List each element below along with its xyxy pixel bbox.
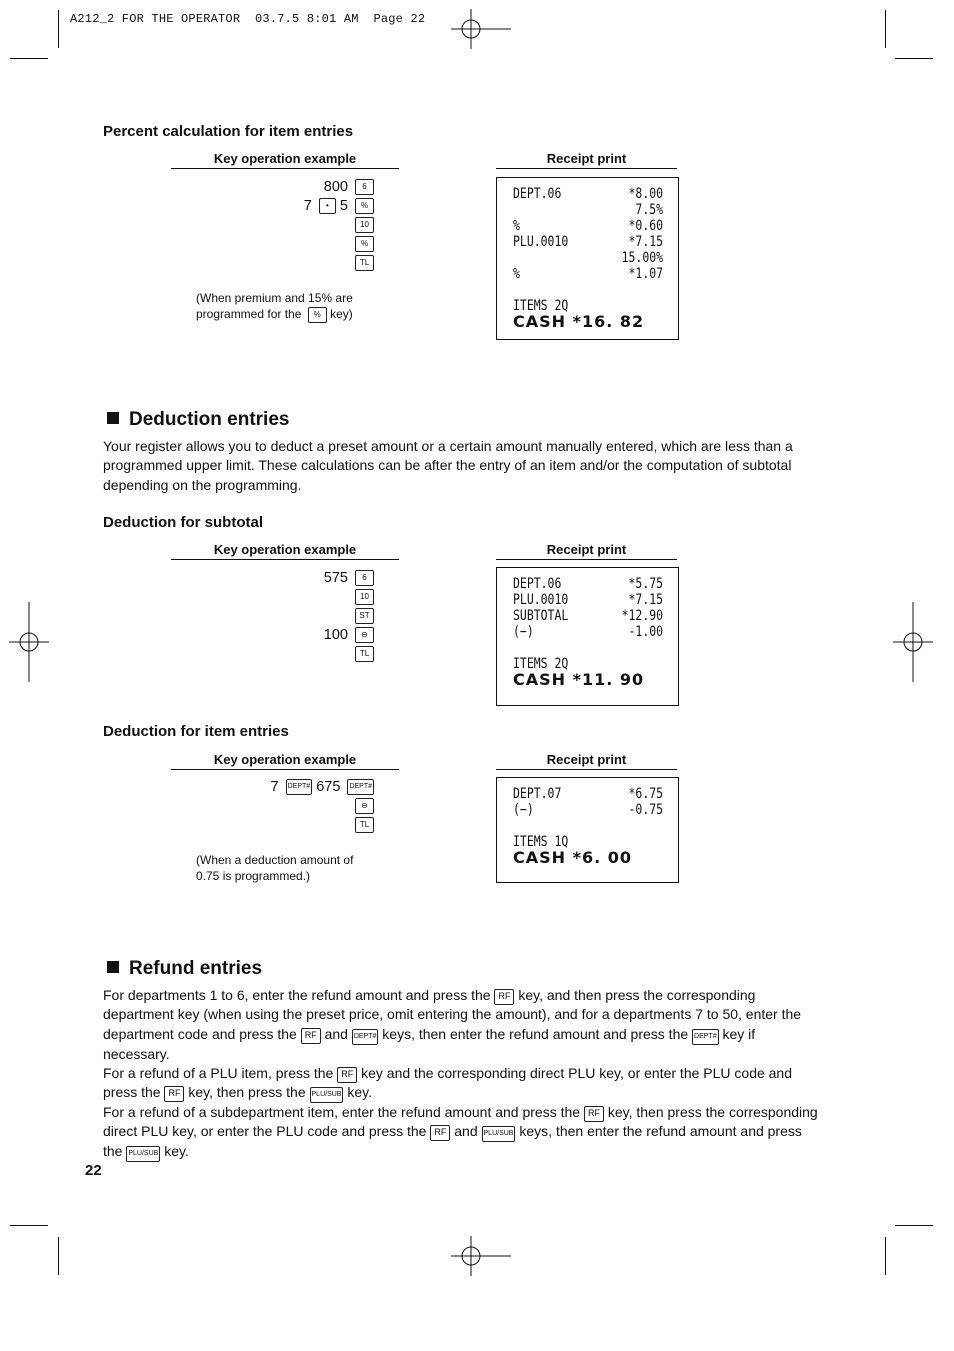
amount-7: 7 <box>303 198 312 214</box>
receipt-line-value: *6.75 <box>628 786 664 802</box>
registration-mark <box>451 9 511 49</box>
dept-code-key: DEPT# <box>347 779 374 795</box>
refund-paragraph-plu: For a refund of a PLU item, press the RF key and the corresponding direct PLU key, or enter the PLU code and press the RF key, then press the PLU/SUB key. <box>103 1064 823 1103</box>
amount-5: 5 <box>339 198 348 214</box>
subtotal-key: ST <box>355 608 374 624</box>
receipt-line <box>513 624 664 640</box>
dept-code-key: DEPT# <box>692 1029 719 1045</box>
refund-heading: Refund entries <box>107 958 262 980</box>
receipt-line-label: ITEMS 2Q <box>513 298 569 314</box>
receipt-line-label: ITEMS 2Q <box>513 656 569 672</box>
dept6-key: 6 <box>355 179 374 195</box>
registration-mark <box>893 602 933 682</box>
receipt-line <box>513 218 664 234</box>
receipt-line-value: *8.00 <box>628 186 664 202</box>
key-operation-heading: Key operation example <box>171 752 399 770</box>
amount-675: 675 <box>316 779 341 795</box>
receipt-cash-total: CASH *6. 00 <box>513 848 633 867</box>
section-title-percent: Percent calculation for item entries <box>103 123 354 140</box>
receipt-line-value: *0.60 <box>628 218 664 234</box>
minus-key: ⊖ <box>355 798 374 814</box>
receipt-line <box>513 818 632 834</box>
receipt-line-label: % <box>513 266 520 282</box>
receipt-line <box>513 576 664 592</box>
rf-key: RF <box>494 989 514 1005</box>
dept-code-key: DEPT# <box>286 779 313 795</box>
minus-key: ⊖ <box>355 627 374 643</box>
receipt-print-heading: Receipt print <box>496 752 677 770</box>
receipt-line-value: 15.00% <box>621 250 664 266</box>
percent-key: % <box>355 198 374 214</box>
refund-paragraph-subdepartment: For a refund of a subdepartment item, enter the refund amount and press the RF key, then press the corresponding direct PLU key, or enter the PLU code and press the RF and PLU/SUB keys, then enter the refund amount and press the PLU/SUB key. <box>103 1103 823 1162</box>
receipt-line <box>513 802 664 818</box>
refund-body <box>103 986 823 1162</box>
percent-key: % <box>355 236 374 252</box>
receipt-line-value: *5.75 <box>628 576 664 592</box>
plu-sub-key: PLU/SUB <box>126 1146 160 1162</box>
receipt-line-value: -0.75 <box>628 802 664 818</box>
amount-7: 7 <box>270 779 279 795</box>
total-key: TL <box>355 255 374 271</box>
receipt-line-label: (−) <box>513 624 534 640</box>
total-key: TL <box>355 817 374 833</box>
registration-mark <box>9 602 49 682</box>
rf-key: RF <box>430 1125 450 1141</box>
rf-key: RF <box>337 1067 357 1083</box>
plu-sub-key: PLU/SUB <box>482 1126 516 1142</box>
dept-code-key: DEPT# <box>352 1029 379 1045</box>
receipt-line-value: *7.15 <box>628 234 664 250</box>
plu-10-key: 10 <box>355 217 374 233</box>
receipt-line <box>513 234 664 250</box>
receipt-line <box>513 592 664 608</box>
decimal-point-key: • <box>319 198 336 214</box>
crop-mark <box>885 10 886 48</box>
crop-mark <box>10 58 48 59</box>
receipt-line-value: *7.15 <box>628 592 664 608</box>
key-sequence-subtotal <box>200 569 374 664</box>
key-sequence-percent <box>200 178 374 273</box>
amount-575: 575 <box>323 570 348 586</box>
key-operation-heading: Key operation example <box>171 151 399 169</box>
receipt-line-value: -1.00 <box>628 624 664 640</box>
crop-mark <box>10 1225 48 1226</box>
plu-10-key: 10 <box>355 589 374 605</box>
crop-mark <box>58 1237 59 1275</box>
receipt-cash-total: CASH *16. 82 <box>513 312 645 331</box>
receipt-cash-total: CASH *11. 90 <box>513 670 645 689</box>
receipt-print-heading: Receipt print <box>496 151 677 169</box>
deduction-note: (When a deduction amount of 0.75 is programmed.) <box>196 853 354 883</box>
refund-paragraph-departments: For departments 1 to 6, enter the refund amount and press the RF key, and then press the corresponding department key (when using the preset price, omit entering the amount), and for a departments 7 to 50, enter the department code and press the RF and DEPT# keys, then enter the refund amount and press the DEPT# key if necessary. <box>103 987 802 1062</box>
rf-key: RF <box>584 1106 604 1122</box>
crop-mark <box>885 1237 886 1275</box>
receipt-line-value: 7.5% <box>635 202 664 218</box>
deduction-heading: Deduction entries <box>107 409 289 431</box>
receipt-line <box>513 608 664 624</box>
rf-key: RF <box>301 1028 321 1044</box>
total-key: TL <box>355 646 374 662</box>
receipt-line-label: (−) <box>513 802 534 818</box>
receipt-line <box>513 640 632 656</box>
crop-mark <box>895 58 933 59</box>
key-operation-heading: Key operation example <box>171 542 399 560</box>
receipt-print-heading: Receipt print <box>496 542 677 560</box>
crop-mark <box>895 1225 933 1226</box>
receipt-line-label: ITEMS 1Q <box>513 834 569 850</box>
receipt-percent <box>496 177 679 340</box>
receipt-line <box>513 202 664 218</box>
receipt-line <box>513 282 632 298</box>
receipt-line-label: DEPT.07 <box>513 786 562 802</box>
print-header: A212_2 FOR THE OPERATOR 03.7.5 8:01 AM Page 22 <box>70 12 426 26</box>
percent-note: (When premium and 15% are programmed for the % key) <box>196 291 353 321</box>
crop-mark <box>58 10 59 48</box>
percent-key: % <box>308 307 327 323</box>
receipt-line-label: % <box>513 218 520 234</box>
section-title-subtotal: Deduction for subtotal <box>103 514 263 531</box>
amount-800: 800 <box>323 179 348 195</box>
page-number: 22 <box>85 1162 102 1179</box>
deduction-intro: Your register allows you to deduct a preset amount or a certain amount manually entered, which are less than a programmed upper limit. These calculations can be after the entry of an item and/or the computation of subtotal depending on the programming. <box>103 438 793 493</box>
amount-100: 100 <box>323 627 348 643</box>
receipt-subtotal <box>496 567 679 706</box>
receipt-line-label: DEPT.06 <box>513 576 562 592</box>
receipt-line-label: PLU.0010 <box>513 234 569 250</box>
receipt-line-value: *12.90 <box>621 608 664 624</box>
key-sequence-item-deduction <box>200 778 374 835</box>
receipt-line <box>513 250 664 266</box>
receipt-line-label: PLU.0010 <box>513 592 569 608</box>
receipt-line <box>513 786 664 802</box>
receipt-line-label: DEPT.06 <box>513 186 562 202</box>
dept6-key: 6 <box>355 570 374 586</box>
registration-mark <box>451 1236 511 1276</box>
receipt-line <box>513 266 664 282</box>
section-bullet-icon <box>107 961 119 973</box>
receipt-line-label: SUBTOTAL <box>513 608 569 624</box>
section-bullet-icon <box>107 412 119 424</box>
receipt-line-value: *1.07 <box>628 266 664 282</box>
receipt-item-deduction <box>496 777 679 883</box>
rf-key: RF <box>164 1086 184 1102</box>
plu-sub-key: PLU/SUB <box>310 1087 344 1103</box>
section-title-item-deduction: Deduction for item entries <box>103 723 289 740</box>
receipt-line <box>513 186 664 202</box>
